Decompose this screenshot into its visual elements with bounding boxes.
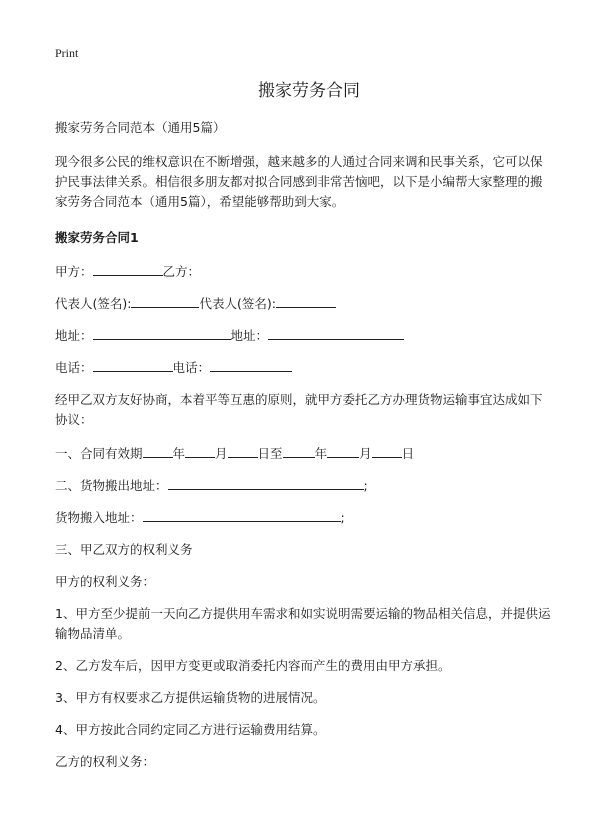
day-label: 日 bbox=[401, 446, 415, 461]
clause-move-out bbox=[55, 476, 555, 496]
party-b-rights-heading: 乙方的权利义务： bbox=[55, 754, 156, 769]
year-label: 年 bbox=[314, 446, 328, 461]
addr-a-blank bbox=[93, 326, 231, 340]
clause-validity bbox=[55, 444, 555, 464]
rep-b-blank bbox=[276, 294, 336, 308]
party-line bbox=[55, 262, 555, 282]
semicolon: ; bbox=[340, 510, 345, 525]
party-a-label: 甲方： bbox=[55, 264, 93, 279]
blank-year-end bbox=[283, 444, 315, 458]
rep-a-blank bbox=[131, 294, 199, 308]
blank-day-end bbox=[372, 444, 402, 458]
rep-a-label: 代表人(签名): bbox=[55, 296, 132, 311]
addr-b-blank bbox=[268, 326, 404, 340]
party-a-blank bbox=[93, 262, 163, 276]
year-label: 年 bbox=[172, 446, 186, 461]
representative-line bbox=[55, 294, 555, 314]
move-out-blank bbox=[168, 476, 364, 490]
move-in-line bbox=[55, 508, 555, 528]
blank-day-start bbox=[228, 444, 258, 458]
move-out-label: 二、货物搬出地址： bbox=[55, 478, 168, 493]
party-a-rights-heading: 甲方的权利义务： bbox=[55, 574, 156, 589]
blank-month-end bbox=[327, 444, 359, 458]
day-to-label: 日至 bbox=[257, 446, 283, 461]
addr-b-label: 地址： bbox=[230, 328, 269, 343]
move-in-blank bbox=[143, 508, 341, 522]
list-item: 4、甲方按此合同约定同乙方进行运输费用结算。 bbox=[55, 722, 326, 737]
list-item: 3、甲方有权要求乙方提供运输货物的进展情况。 bbox=[55, 690, 326, 705]
address-line bbox=[55, 326, 555, 346]
contract-heading: 搬家劳务合同1 bbox=[55, 230, 139, 245]
list-item: 2、乙方发车后，因甲方变更或取消委托内容而产生的费用由甲方承担。 bbox=[55, 658, 451, 673]
blank-month-start bbox=[185, 444, 215, 458]
document bbox=[55, 78, 555, 772]
month-label: 月 bbox=[359, 446, 372, 461]
print-link[interactable]: Print bbox=[55, 46, 79, 60]
rep-b-label: 代表人(签名): bbox=[199, 296, 276, 311]
addr-a-label: 地址： bbox=[55, 328, 93, 343]
document-title: 搬家劳务合同 bbox=[258, 81, 360, 101]
document-subtitle: 搬家劳务合同范本（通用5篇） bbox=[55, 120, 226, 135]
month-label: 月 bbox=[215, 446, 228, 461]
validity-label: 一、合同有效期 bbox=[55, 446, 143, 461]
tel-b-label: 电话： bbox=[172, 360, 211, 375]
list-item: 1、甲方至少提前一天向乙方提供用车需求和如实说明需要运输的物品相关信息，并提供运输物品清单。 bbox=[55, 606, 551, 641]
semicolon: ; bbox=[363, 478, 368, 493]
clause-rights: 三、甲乙双方的权利义务 bbox=[55, 542, 193, 557]
agreement-paragraph: 经甲乙双方友好协商，本着平等互惠的原则，就甲方委托乙方办理货物运输事宜达成如下协议： bbox=[55, 392, 543, 427]
intro-paragraph: 现今很多公民的维权意识在不断增强，越来越多的人通过合同来调和民事关系，它可以保护民事法律关系。相信很多朋友都对拟合同感到非常苦恼吧，以下是小编帮大家整理的搬家劳务合同范本（通用5篇），希望能够帮助到大家。 bbox=[55, 154, 543, 209]
tel-a-blank bbox=[93, 358, 173, 372]
blank-year-start bbox=[143, 444, 173, 458]
tel-b-blank bbox=[210, 358, 292, 372]
move-in-label: 货物搬入地址： bbox=[55, 510, 143, 525]
party-b-label: 乙方： bbox=[162, 264, 201, 279]
phone-line bbox=[55, 358, 555, 378]
tel-a-label: 电话： bbox=[55, 360, 93, 375]
